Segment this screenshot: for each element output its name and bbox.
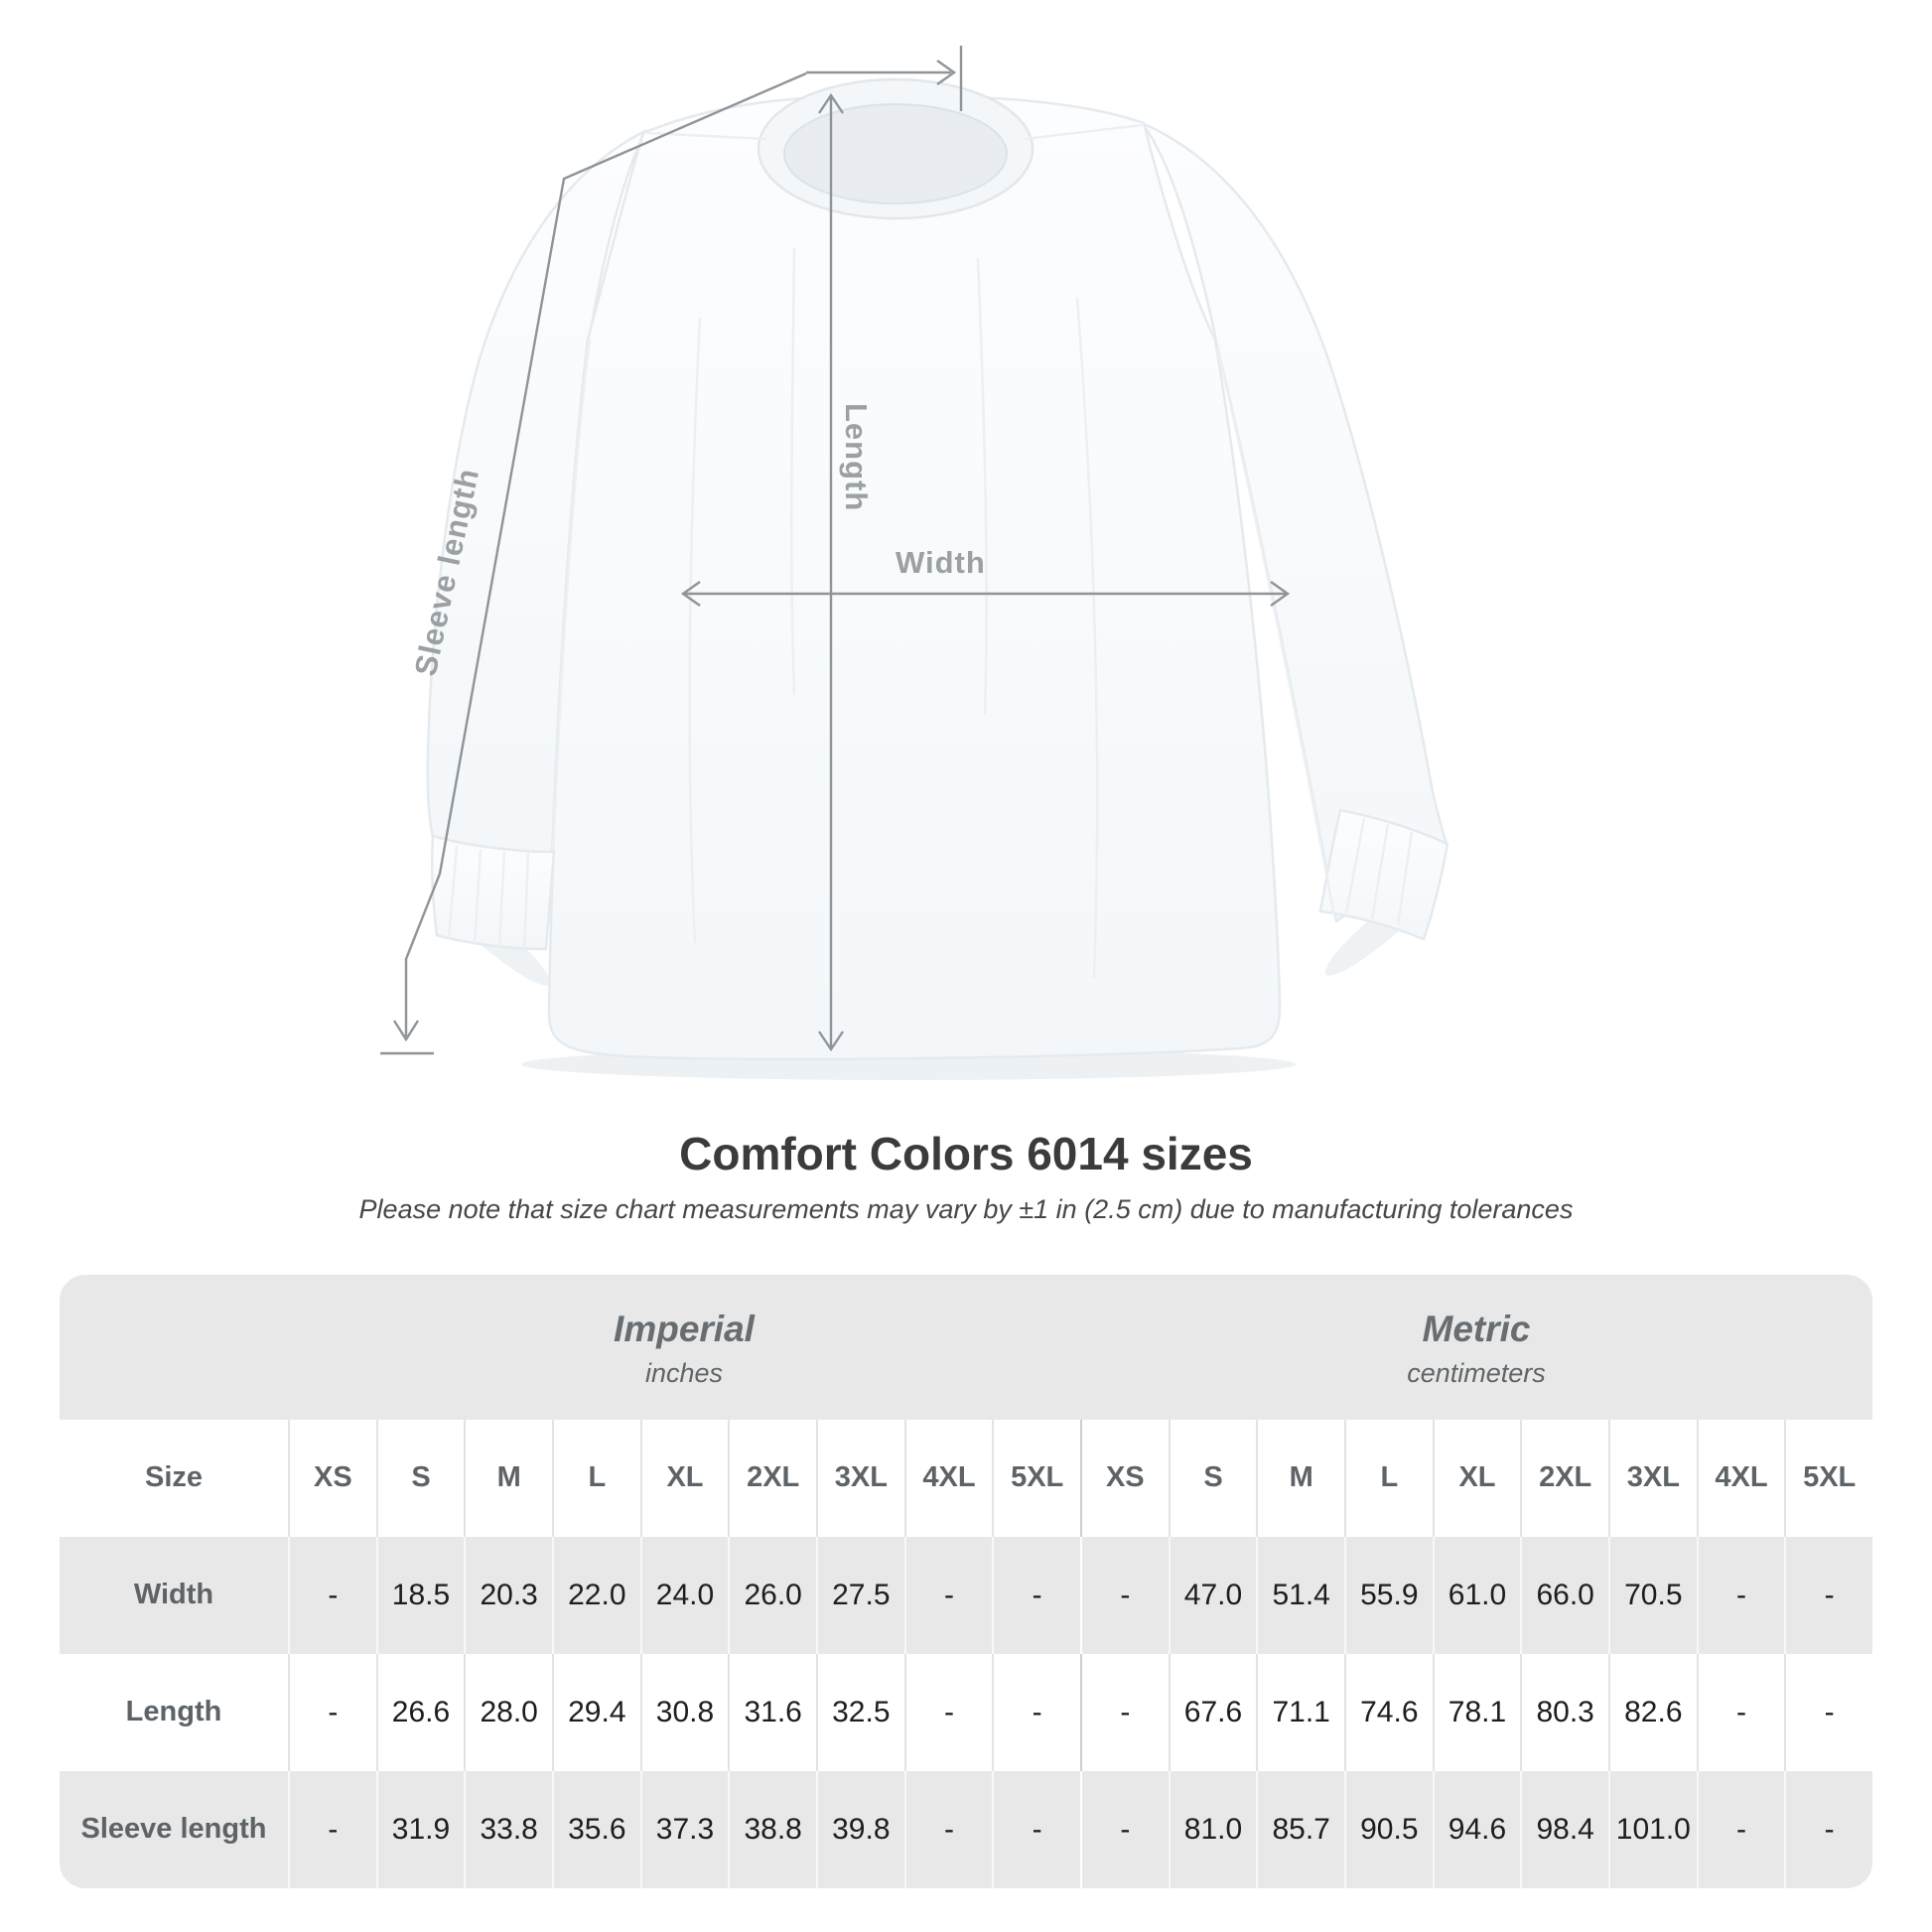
- size-header-metric-l: L: [1344, 1420, 1433, 1537]
- size-header-metric-4xl: 4XL: [1697, 1420, 1785, 1537]
- size-header-imperial-l: L: [552, 1420, 640, 1537]
- size-header-row: [60, 1420, 1872, 1537]
- size-column-header: Size: [144, 1461, 204, 1494]
- size-header-imperial-2xl: 2XL: [728, 1420, 816, 1537]
- value-imperial-sleeve-length-2xl: 38.8: [728, 1771, 816, 1888]
- value-metric-sleeve-length-2xl: 98.4: [1520, 1771, 1608, 1888]
- value-metric-sleeve-length-s: 81.0: [1169, 1771, 1257, 1888]
- collar-graphic: [759, 79, 1033, 218]
- value-imperial-sleeve-length-s: 31.9: [376, 1771, 465, 1888]
- value-metric-width-m: 51.4: [1256, 1537, 1344, 1654]
- size-header-imperial-s: S: [376, 1420, 465, 1537]
- sleeve-length-dimension-label: Sleeve length: [407, 465, 486, 679]
- metric-title: Metric: [1422, 1309, 1531, 1350]
- value-imperial-length-2xl: 31.6: [728, 1654, 816, 1771]
- value-imperial-length-4xl: -: [904, 1654, 993, 1771]
- measurement-row-width: [60, 1537, 1872, 1654]
- value-metric-width-2xl: 66.0: [1520, 1537, 1608, 1654]
- value-imperial-length-3xl: 32.5: [816, 1654, 904, 1771]
- value-imperial-width-5xl: -: [992, 1537, 1080, 1654]
- width-dimension-label: Width: [896, 545, 986, 580]
- value-metric-length-5xl: -: [1784, 1654, 1872, 1771]
- value-imperial-width-xs: -: [288, 1537, 376, 1654]
- value-metric-sleeve-length-5xl: -: [1784, 1771, 1872, 1888]
- size-header-metric-xs: XS: [1080, 1420, 1169, 1537]
- table-unit-band: [60, 1275, 1872, 1420]
- value-imperial-width-3xl: 27.5: [816, 1537, 904, 1654]
- imperial-title: Imperial: [614, 1309, 755, 1350]
- size-header-imperial-xl: XL: [640, 1420, 729, 1537]
- size-header-imperial-xs: XS: [288, 1420, 376, 1537]
- size-header-metric-5xl: 5XL: [1784, 1420, 1872, 1537]
- size-header-metric-3xl: 3XL: [1608, 1420, 1697, 1537]
- value-imperial-width-xl: 24.0: [640, 1537, 729, 1654]
- value-imperial-sleeve-length-xl: 37.3: [640, 1771, 729, 1888]
- value-imperial-length-m: 28.0: [464, 1654, 552, 1771]
- value-imperial-length-xl: 30.8: [640, 1654, 729, 1771]
- measurement-row-length: [60, 1654, 1872, 1771]
- value-metric-length-4xl: -: [1697, 1654, 1785, 1771]
- size-header-imperial-m: M: [464, 1420, 552, 1537]
- value-metric-sleeve-length-xl: 94.6: [1433, 1771, 1521, 1888]
- value-metric-length-m: 71.1: [1256, 1654, 1344, 1771]
- value-imperial-width-l: 22.0: [552, 1537, 640, 1654]
- measurement-row-label: Sleeve length: [80, 1813, 267, 1846]
- size-header-metric-xl: XL: [1433, 1420, 1521, 1537]
- size-header-metric-m: M: [1256, 1420, 1344, 1537]
- length-dimension-label: Length: [839, 403, 874, 512]
- value-imperial-sleeve-length-4xl: -: [904, 1771, 993, 1888]
- value-imperial-length-5xl: -: [992, 1654, 1080, 1771]
- size-header-imperial-5xl: 5XL: [992, 1420, 1080, 1537]
- value-imperial-length-xs: -: [288, 1654, 376, 1771]
- tolerance-note: Please note that size chart measurements may vary by ±1 in (2.5 cm) due to manufacturing tolerances: [358, 1193, 1574, 1224]
- value-imperial-sleeve-length-m: 33.8: [464, 1771, 552, 1888]
- value-metric-width-4xl: -: [1697, 1537, 1785, 1654]
- value-metric-width-l: 55.9: [1344, 1537, 1433, 1654]
- value-imperial-length-s: 26.6: [376, 1654, 465, 1771]
- metric-unit: centimeters: [1407, 1358, 1546, 1389]
- value-metric-length-xl: 78.1: [1433, 1654, 1521, 1771]
- value-metric-length-l: 74.6: [1344, 1654, 1433, 1771]
- value-metric-width-5xl: -: [1784, 1537, 1872, 1654]
- value-imperial-length-l: 29.4: [552, 1654, 640, 1771]
- value-metric-length-s: 67.6: [1169, 1654, 1257, 1771]
- imperial-section-header: [288, 1275, 1080, 1420]
- size-header-metric-2xl: 2XL: [1520, 1420, 1608, 1537]
- value-metric-length-xs: -: [1080, 1654, 1169, 1771]
- measurement-row-label: Length: [125, 1696, 222, 1728]
- value-metric-sleeve-length-l: 90.5: [1344, 1771, 1433, 1888]
- value-imperial-sleeve-length-5xl: -: [992, 1771, 1080, 1888]
- size-chart-table: [60, 1275, 1872, 1888]
- measurement-row-label: Width: [133, 1579, 214, 1611]
- page-title: Comfort Colors 6014 sizes: [679, 1128, 1253, 1179]
- imperial-unit: inches: [644, 1358, 724, 1389]
- value-metric-width-3xl: 70.5: [1608, 1537, 1697, 1654]
- value-metric-sleeve-length-xs: -: [1080, 1771, 1169, 1888]
- value-metric-sleeve-length-3xl: 101.0: [1608, 1771, 1697, 1888]
- value-imperial-sleeve-length-3xl: 39.8: [816, 1771, 904, 1888]
- value-metric-width-xl: 61.0: [1433, 1537, 1521, 1654]
- value-metric-width-s: 47.0: [1169, 1537, 1257, 1654]
- size-header-imperial-3xl: 3XL: [816, 1420, 904, 1537]
- value-metric-sleeve-length-m: 85.7: [1256, 1771, 1344, 1888]
- value-imperial-width-m: 20.3: [464, 1537, 552, 1654]
- value-imperial-sleeve-length-l: 35.6: [552, 1771, 640, 1888]
- value-imperial-sleeve-length-xs: -: [288, 1771, 376, 1888]
- value-imperial-width-2xl: 26.0: [728, 1537, 816, 1654]
- value-metric-width-xs: -: [1080, 1537, 1169, 1654]
- size-header-metric-s: S: [1169, 1420, 1257, 1537]
- size-header-imperial-4xl: 4XL: [904, 1420, 993, 1537]
- value-metric-length-2xl: 80.3: [1520, 1654, 1608, 1771]
- size-chart-rows: [60, 1420, 1872, 1888]
- value-metric-sleeve-length-4xl: -: [1697, 1771, 1785, 1888]
- value-imperial-width-s: 18.5: [376, 1537, 465, 1654]
- metric-section-header: [1080, 1275, 1872, 1420]
- value-imperial-width-4xl: -: [904, 1537, 993, 1654]
- value-metric-length-3xl: 82.6: [1608, 1654, 1697, 1771]
- measurement-row-sleeve-length: [60, 1771, 1872, 1888]
